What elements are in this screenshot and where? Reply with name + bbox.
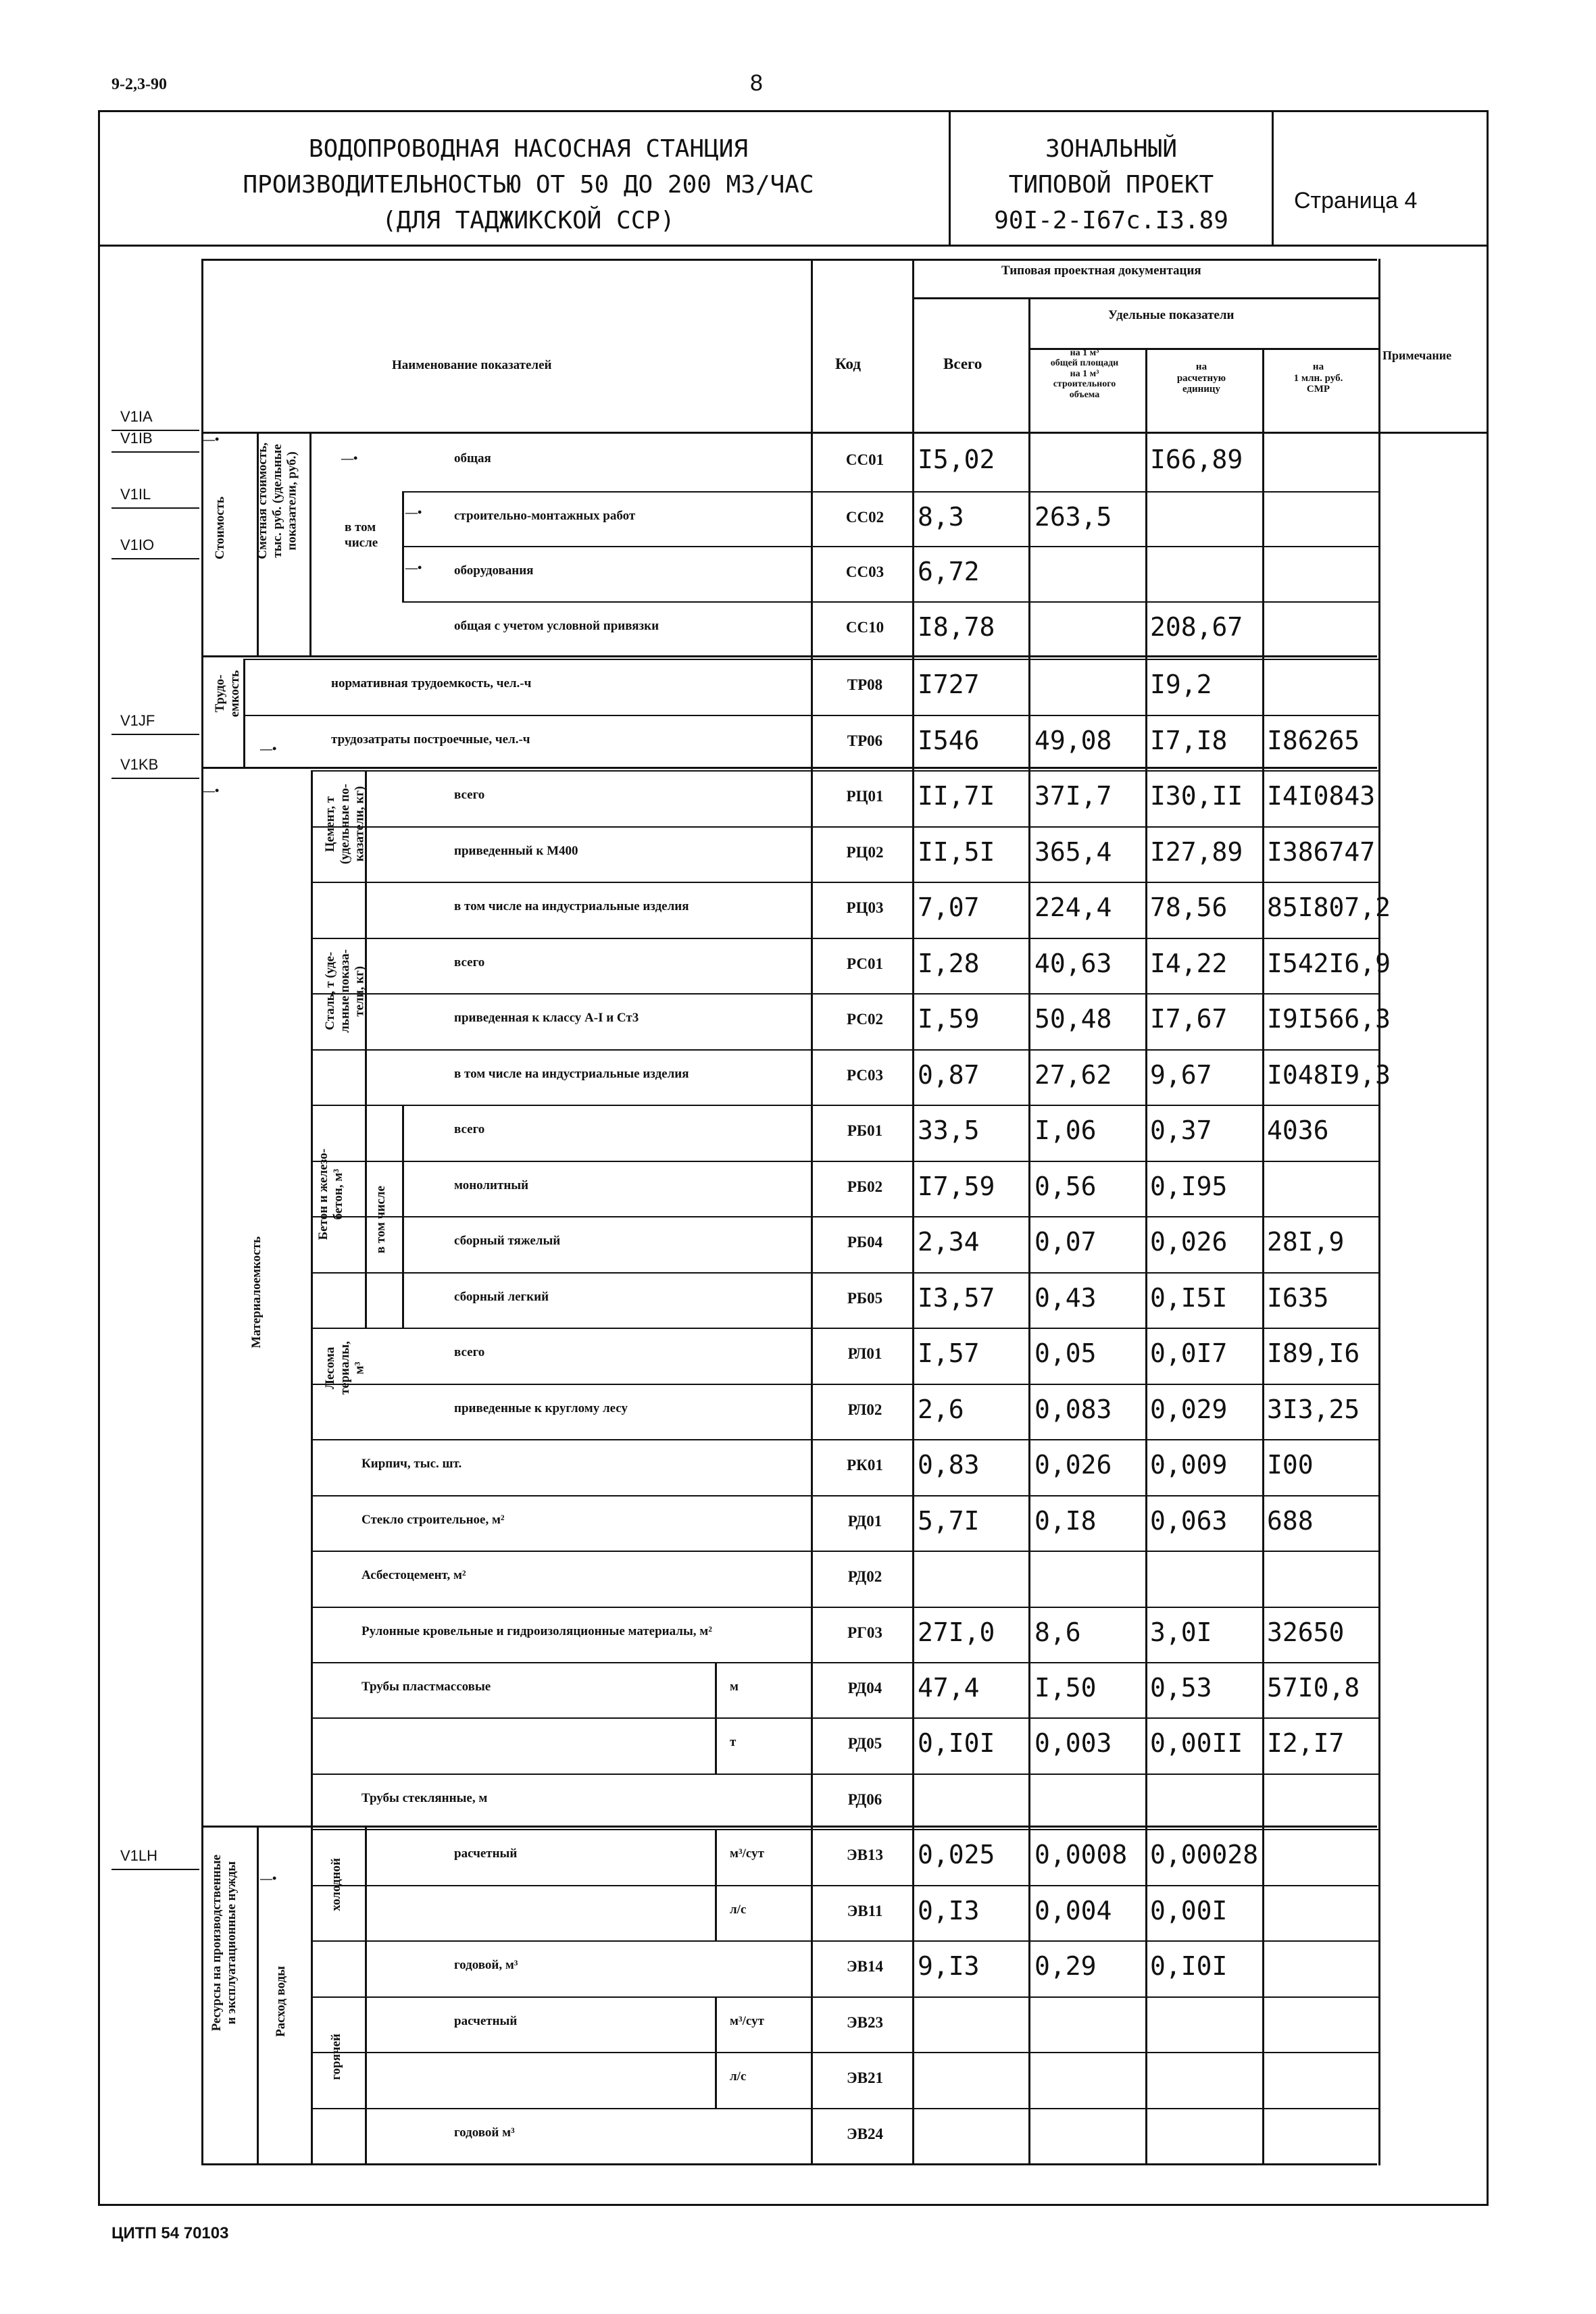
row-code: РЛ02 — [847, 1401, 882, 1418]
row-c: 688 — [1267, 1506, 1314, 1536]
row-total: II,5I — [918, 837, 995, 867]
row-total: I727 — [918, 670, 980, 699]
header-group: Типовая проектная документация — [1001, 263, 1201, 278]
group-labor: Трудо- емкость — [213, 670, 242, 718]
row-c: I542I6,9 — [1267, 949, 1391, 978]
row-a: 0,05 — [1034, 1338, 1097, 1368]
row-code: РБ04 — [847, 1234, 883, 1251]
row-a: 50,48 — [1034, 1004, 1112, 1034]
project-line-2: ТИПОВОЙ ПРОЕКТ — [1008, 171, 1214, 199]
frame-left — [98, 110, 100, 2206]
grid-line — [311, 1495, 1379, 1496]
group-timber: Лесома териалы, м³ — [323, 1341, 367, 1395]
grid-line — [201, 1826, 1377, 1828]
row-unit: л/с — [730, 2069, 747, 2084]
group-incl2: в том числе — [374, 1186, 388, 1254]
row-code: РК01 — [847, 1457, 883, 1474]
page-number: 8 — [750, 70, 763, 96]
row-total: I8,78 — [918, 612, 995, 642]
row-total: 0,I0I — [918, 1728, 995, 1758]
grid-line — [201, 259, 203, 2165]
grid-line — [1378, 259, 1380, 2165]
row-a: 8,6 — [1034, 1617, 1081, 1647]
grid-line — [1262, 348, 1264, 2165]
row-b: 0,I5I — [1150, 1283, 1228, 1313]
grid-line — [201, 2163, 1377, 2165]
arrow-icon: —• — [203, 432, 220, 446]
row-code: РЦ02 — [846, 844, 884, 861]
row-name: сборный тяжелый — [454, 1234, 561, 1248]
doc-number: 9-2,3-90 — [111, 76, 167, 93]
row-b: 0,029 — [1150, 1394, 1228, 1424]
row-c: 3I3,25 — [1267, 1394, 1360, 1424]
side-marker: V1KB — [120, 756, 159, 773]
grid-line — [311, 1774, 1379, 1775]
grid-line — [715, 1829, 717, 1940]
grid-line — [311, 770, 313, 1826]
grid-line — [311, 938, 1379, 939]
row-name: строительно-монтажных работ — [454, 509, 636, 523]
title-line-1: ВОДОПРОВОДНАЯ НАСОСНАЯ СТАНЦИЯ — [308, 135, 749, 163]
row-code: ТР06 — [847, 732, 883, 749]
side-marker: V1JF — [120, 712, 155, 729]
grid-line — [243, 659, 245, 767]
sheet-label: Страница 4 — [1294, 188, 1418, 213]
row-code: РБ02 — [847, 1178, 883, 1195]
header-total: Всего — [943, 355, 982, 372]
header-per-m3: на 1 м³ общей площади на 1 м³ строительного объема — [1050, 348, 1119, 400]
grid-line — [111, 558, 199, 559]
row-code: ЭВ23 — [847, 2014, 883, 2031]
row-code: РБ01 — [847, 1122, 883, 1139]
row-b: I30,II — [1150, 781, 1243, 811]
grid-line — [311, 1607, 1379, 1608]
row-total: 0,83 — [918, 1450, 980, 1480]
row-name: всего — [454, 788, 485, 802]
row-total: 6,72 — [918, 557, 980, 586]
row-a: I,50 — [1034, 1673, 1097, 1703]
row-name: нормативная трудоемкость, чел.-ч — [331, 676, 532, 690]
grid-line — [402, 546, 1379, 547]
row-name: Кирпич, тыс. шт. — [361, 1457, 462, 1471]
frame-bottom — [98, 2204, 1489, 2206]
row-name: расчетный — [454, 2014, 518, 2028]
title-line-3: (ДЛЯ ТАДЖИКСКОЙ ССР) — [382, 207, 675, 234]
row-c: I89,I6 — [1267, 1338, 1360, 1368]
row-total: 5,7I — [918, 1506, 980, 1536]
footer-code: ЦИТП 54 70103 — [111, 2224, 229, 2242]
grid-line — [311, 993, 1379, 995]
side-marker: V1IA — [120, 408, 153, 425]
frame-header-bottom — [98, 245, 1489, 247]
row-b: 78,56 — [1150, 892, 1228, 922]
row-name: всего — [454, 1122, 485, 1136]
row-code: РС02 — [847, 1011, 883, 1028]
grid-line — [311, 1328, 1379, 1329]
row-name: Трубы пластмассовые — [361, 1680, 491, 1694]
row-code: РЛ01 — [847, 1345, 882, 1362]
row-b: 0,00II — [1150, 1728, 1243, 1758]
row-total: 2,6 — [918, 1394, 964, 1424]
group-cement: Цемент, т (удельные по- казатели, кг) — [323, 784, 367, 865]
row-a: 0,I8 — [1034, 1506, 1097, 1536]
row-a: I,06 — [1034, 1115, 1097, 1145]
grid-line — [311, 1717, 1379, 1719]
row-name: монолитный — [454, 1178, 529, 1192]
row-code: СС01 — [845, 451, 884, 468]
grid-line — [365, 1828, 367, 2165]
row-b: I7,67 — [1150, 1004, 1228, 1034]
row-code: РД05 — [847, 1735, 882, 1752]
row-a: 40,63 — [1034, 949, 1112, 978]
row-total: 9,I3 — [918, 1951, 980, 1981]
grid-line — [111, 1869, 199, 1870]
row-code: РД06 — [847, 1791, 882, 1808]
row-b: I4,22 — [1150, 949, 1228, 978]
arrow-icon: —• — [341, 451, 358, 465]
row-c: I00 — [1267, 1450, 1314, 1480]
row-code: РС01 — [847, 955, 883, 972]
header-code: Код — [835, 355, 862, 372]
row-code: РЦ01 — [846, 788, 884, 805]
project-line-1: ЗОНАЛЬНЫЙ — [1045, 135, 1178, 163]
row-c: 4036 — [1267, 1115, 1329, 1145]
row-c: I9I566,3 — [1267, 1004, 1391, 1034]
row-name: приведенные к круглому лесу — [454, 1401, 628, 1415]
frame-top — [98, 110, 1489, 112]
row-b: 0,00I — [1150, 1896, 1228, 1926]
row-a: 0,07 — [1034, 1227, 1097, 1257]
title-line-2: ПРОИЗВОДИТЕЛЬНОСТЬЮ ОТ 50 ДО 200 М3/ЧАС — [243, 171, 814, 199]
row-c: I386747 — [1267, 837, 1376, 867]
project-code: 90I-2-I67с.I3.89 — [994, 207, 1228, 234]
row-b: I66,89 — [1150, 445, 1243, 474]
row-name: Трубы стеклянные, м — [361, 1791, 488, 1805]
group-hot: горячей — [329, 2034, 343, 2080]
row-code: СС03 — [845, 563, 884, 580]
grid-line — [402, 491, 404, 603]
grid-line — [257, 1828, 259, 2165]
grid-line — [1145, 348, 1147, 2165]
row-total: II,7I — [918, 781, 995, 811]
row-total: I,57 — [918, 1338, 980, 1368]
row-code: РБ05 — [847, 1290, 883, 1307]
row-name: расчетный — [454, 1846, 518, 1861]
side-marker: V1LH — [120, 1847, 158, 1864]
arrow-icon: —• — [260, 742, 277, 755]
row-name: Рулонные кровельные и гидроизоляционные материалы, м² — [361, 1624, 712, 1638]
grid-line — [311, 1439, 1379, 1440]
row-total: 0,025 — [918, 1840, 995, 1869]
row-a: 0,43 — [1034, 1283, 1097, 1313]
side-marker: V1IO — [120, 536, 155, 553]
group-steel: Сталь, т (уде- льные показа- тели, кг) — [323, 949, 367, 1033]
grid-line — [311, 1272, 1379, 1274]
row-name: в том числе на индустриальные изделия — [454, 1067, 689, 1081]
row-code: РС03 — [847, 1067, 883, 1084]
row-b: 9,67 — [1150, 1060, 1212, 1090]
row-a: 0,004 — [1034, 1896, 1112, 1926]
row-unit: т — [730, 1735, 737, 1749]
row-total: 0,I3 — [918, 1896, 980, 1926]
row-name: общая с учетом условной привязки — [454, 619, 659, 633]
grid-line — [402, 601, 1379, 603]
row-b: 0,063 — [1150, 1506, 1228, 1536]
arrow-icon: —• — [405, 561, 422, 574]
row-a: 27,62 — [1034, 1060, 1112, 1090]
side-marker: V1IL — [120, 486, 151, 503]
row-name: Асбестоцемент, м² — [361, 1568, 466, 1582]
row-code: ЭВ13 — [847, 1846, 883, 1863]
grid-line — [311, 1940, 1379, 1942]
row-c: 32650 — [1267, 1617, 1345, 1647]
row-code: ТР08 — [847, 676, 883, 693]
grid-line — [311, 1161, 1379, 1162]
row-unit: м³/сут — [730, 2014, 764, 2028]
header-per-mln: на 1 млн. руб. СМР — [1293, 361, 1343, 395]
row-total: 47,4 — [918, 1673, 980, 1703]
row-total: I5,02 — [918, 445, 995, 474]
row-name: годовой, м³ — [454, 1958, 518, 1972]
row-a: 365,4 — [1034, 837, 1112, 867]
row-code: ЭВ11 — [847, 1903, 883, 1919]
row-a: 0,083 — [1034, 1394, 1112, 1424]
row-total: 0,87 — [918, 1060, 980, 1090]
row-b: 0,37 — [1150, 1115, 1212, 1145]
group-cold: холодной — [329, 1858, 343, 1911]
row-c: I4I0843 — [1267, 781, 1376, 811]
grid-line — [311, 2108, 1379, 2109]
row-total: I546 — [918, 726, 980, 755]
row-name: всего — [454, 955, 485, 970]
row-b: 0,I0I — [1150, 1951, 1228, 1981]
row-b: I9,2 — [1150, 670, 1212, 699]
grid-line — [311, 1216, 1379, 1217]
row-a: 0,026 — [1034, 1450, 1112, 1480]
row-b: 0,009 — [1150, 1450, 1228, 1480]
grid-line — [311, 1384, 1379, 1385]
row-c: I86265 — [1267, 726, 1360, 755]
group-cost: Стоимость — [213, 497, 227, 560]
row-code: ЭВ24 — [847, 2126, 883, 2142]
row-a: 0,003 — [1034, 1728, 1112, 1758]
group-material: Материалоемкость — [249, 1236, 264, 1349]
header-specific: Удельные показатели — [1108, 308, 1235, 322]
row-unit: м — [730, 1680, 739, 1694]
row-c: 57I0,8 — [1267, 1673, 1360, 1703]
grid-line — [111, 734, 199, 735]
row-c: I2,I7 — [1267, 1728, 1345, 1758]
grid-line — [201, 767, 1377, 769]
grid-line — [311, 826, 1379, 828]
row-c: 28I,9 — [1267, 1227, 1345, 1257]
grid-line — [311, 1049, 1379, 1051]
row-a: 0,0008 — [1034, 1840, 1128, 1869]
row-code: СС02 — [845, 509, 884, 526]
grid-line — [243, 715, 1379, 716]
row-c: I048I9,3 — [1267, 1060, 1391, 1090]
grid-line — [311, 1828, 313, 2165]
row-c: 85I807,2 — [1267, 892, 1391, 922]
row-unit: м³/сут — [730, 1846, 764, 1861]
header-per-unit: на расчетную единицу — [1176, 361, 1226, 395]
grid-line — [311, 2052, 1379, 2053]
grid-line — [311, 1662, 1379, 1663]
row-name: оборудования — [454, 563, 534, 578]
grid-line — [201, 259, 1377, 261]
row-a: 0,56 — [1034, 1172, 1097, 1201]
frame-right — [1487, 110, 1489, 2206]
row-a: 37I,7 — [1034, 781, 1112, 811]
group-water: Расход воды — [274, 1966, 288, 2037]
grid-line — [311, 1996, 1379, 1998]
grid-line — [111, 451, 199, 453]
row-a: 49,08 — [1034, 726, 1112, 755]
row-b: 0,I95 — [1150, 1172, 1228, 1201]
group-cost-sub: Сметная стоимость, тыс. руб. (удельные показатели, руб.) — [255, 443, 299, 559]
grid-line — [912, 259, 914, 2165]
side-marker: V1IB — [120, 430, 153, 447]
row-c: I635 — [1267, 1283, 1329, 1313]
row-code: РГ03 — [847, 1624, 882, 1641]
row-a: 224,4 — [1034, 892, 1112, 922]
grid-line — [715, 1662, 717, 1774]
row-name: приведенный к М400 — [454, 844, 578, 858]
row-total: 33,5 — [918, 1115, 980, 1145]
row-total: I,28 — [918, 949, 980, 978]
header-name: Наименование показателей — [392, 358, 552, 372]
grid-line — [402, 491, 1379, 493]
row-name: сборный легкий — [454, 1290, 549, 1304]
grid-line — [311, 1829, 1379, 1830]
row-b: 0,0I7 — [1150, 1338, 1228, 1368]
row-name: трудозатраты построечные, чел.-ч — [331, 732, 530, 747]
arrow-icon: —• — [405, 505, 422, 519]
row-total: I,59 — [918, 1004, 980, 1034]
grid-line — [111, 507, 199, 509]
row-a: 263,5 — [1034, 502, 1112, 532]
row-b: 3,0I — [1150, 1617, 1212, 1647]
row-b: 0,00028 — [1150, 1840, 1259, 1869]
grid-line — [715, 1996, 717, 2108]
row-total: 8,3 — [918, 502, 964, 532]
row-code: ЭВ21 — [847, 2069, 883, 2086]
row-code: РД01 — [847, 1513, 882, 1530]
grid-line — [311, 1105, 1379, 1106]
grid-line — [309, 434, 311, 655]
group-incl: в том числе — [345, 520, 378, 550]
row-name: всего — [454, 1345, 485, 1359]
group-concrete: Бетон и железо- бетон, м³ — [316, 1149, 345, 1240]
row-b: 0,53 — [1150, 1673, 1212, 1703]
group-resources: Ресурсы на производственные и эксплуатационные нужды — [209, 1855, 239, 2032]
row-a: 0,29 — [1034, 1951, 1097, 1981]
header-note: Примечание — [1382, 349, 1452, 362]
row-name: годовой м³ — [454, 2126, 515, 2140]
row-b: 208,67 — [1150, 612, 1243, 642]
row-code: ЭВ14 — [847, 1958, 883, 1975]
row-code: РЦ03 — [846, 899, 884, 916]
row-total: 7,07 — [918, 892, 980, 922]
row-name: общая — [454, 451, 491, 466]
grid-line — [311, 1885, 1379, 1886]
row-name: приведенная к классу А-I и Ст3 — [454, 1011, 639, 1025]
row-b: 0,026 — [1150, 1227, 1228, 1257]
row-b: I27,89 — [1150, 837, 1243, 867]
row-total: 27I,0 — [918, 1617, 995, 1647]
arrow-icon: —• — [203, 784, 220, 797]
row-unit: л/с — [730, 1903, 747, 1917]
row-total: I3,57 — [918, 1283, 995, 1313]
row-code: РД04 — [847, 1680, 882, 1696]
row-code: СС10 — [845, 619, 884, 636]
row-name: в том числе на индустриальные изделия — [454, 899, 689, 913]
grid-line — [201, 432, 1489, 434]
grid-line — [243, 659, 1379, 660]
row-name: Стекло строительное, м² — [361, 1513, 505, 1527]
arrow-icon: —• — [260, 1871, 277, 1885]
row-total: I7,59 — [918, 1172, 995, 1201]
grid-line — [912, 297, 1378, 299]
grid-line — [311, 770, 1379, 772]
row-b: I7,I8 — [1150, 726, 1228, 755]
grid-line — [402, 1105, 404, 1328]
grid-line — [811, 259, 813, 2165]
row-code: РД02 — [847, 1568, 882, 1585]
grid-line — [201, 655, 1377, 657]
grid-line — [311, 1551, 1379, 1552]
grid-line — [111, 778, 199, 779]
grid-line — [311, 882, 1379, 883]
row-total: 2,34 — [918, 1227, 980, 1257]
